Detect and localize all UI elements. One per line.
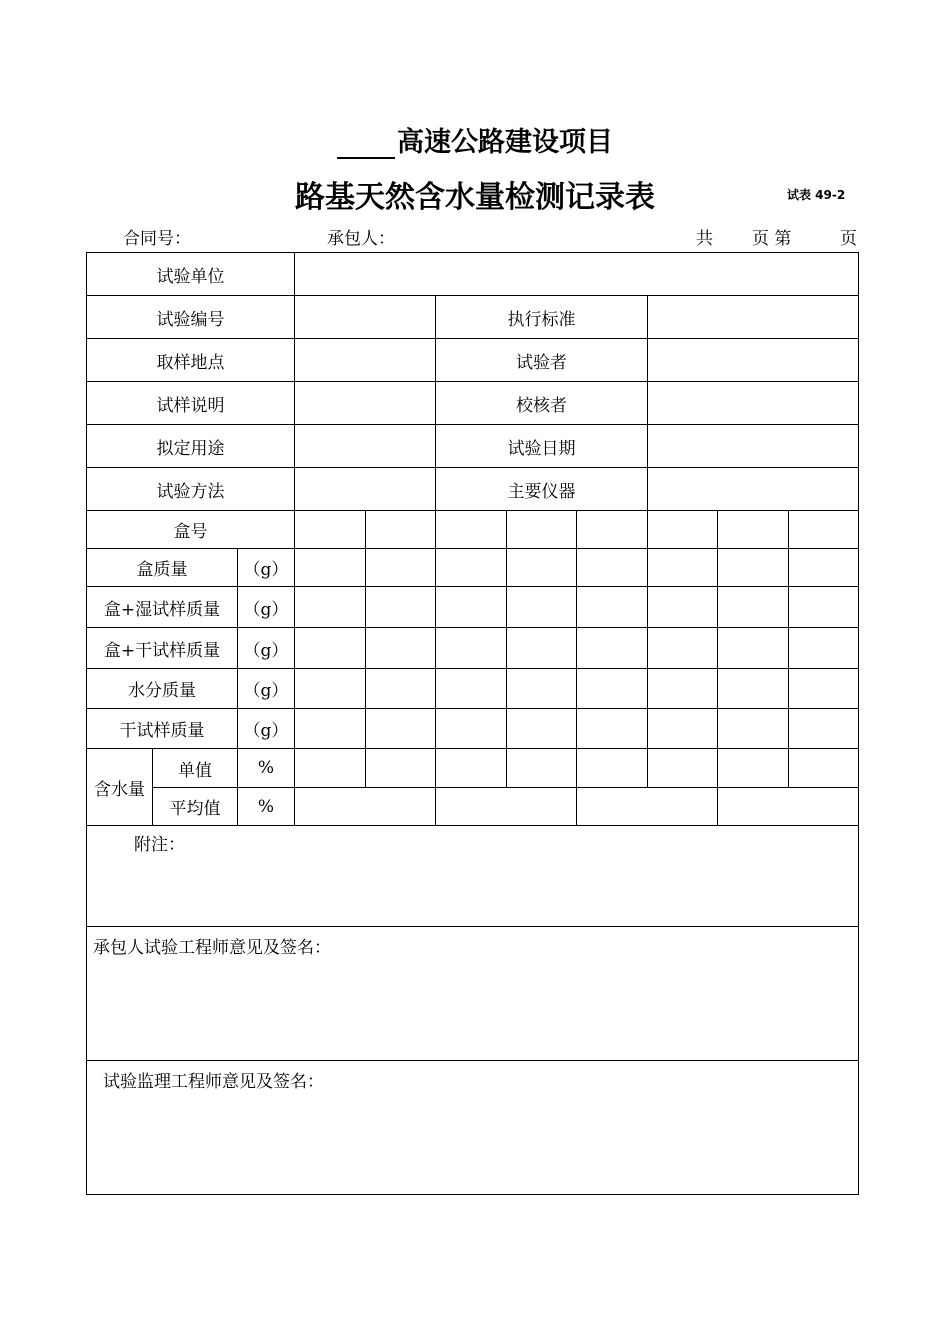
average-cell[interactable] (577, 788, 718, 826)
checker-label: 校核者 (436, 382, 648, 425)
cell[interactable] (648, 587, 718, 628)
note-label: 附注： (134, 835, 185, 855)
box-no-label: 盒号 (87, 511, 295, 549)
intended-use-label: 拟定用途 (87, 425, 295, 468)
cell[interactable] (366, 709, 436, 749)
cell[interactable] (718, 669, 789, 709)
cell[interactable] (577, 749, 648, 788)
checker-value[interactable] (648, 382, 859, 425)
row-moisture-average (87, 788, 859, 826)
cell[interactable] (648, 549, 718, 587)
cell[interactable] (507, 628, 577, 669)
row-box-mass (87, 549, 859, 587)
cell[interactable] (577, 511, 648, 549)
cell[interactable] (577, 628, 648, 669)
cell[interactable] (507, 587, 577, 628)
test-method-value[interactable] (295, 468, 436, 511)
box-mass-label: 盒质量 (87, 549, 238, 587)
cell[interactable] (295, 628, 366, 669)
cell[interactable] (507, 709, 577, 749)
row-test-method (87, 468, 859, 511)
note-cell[interactable] (87, 826, 859, 927)
cell[interactable] (507, 669, 577, 709)
cell[interactable] (436, 587, 507, 628)
test-no-label: 试验编号 (87, 296, 295, 339)
row-water-mass (87, 669, 859, 709)
sampling-site-value[interactable] (295, 339, 436, 382)
percent-unit: % (238, 749, 295, 788)
intended-use-value[interactable] (295, 425, 436, 468)
cell[interactable] (366, 587, 436, 628)
cell[interactable] (436, 628, 507, 669)
test-unit-label: 试验单位 (87, 253, 295, 296)
cell[interactable] (718, 511, 789, 549)
cell[interactable] (436, 669, 507, 709)
row-supervisor-opinion (87, 1061, 859, 1195)
cell[interactable] (436, 709, 507, 749)
contractor-opinion-cell[interactable] (87, 927, 859, 1061)
cell[interactable] (436, 749, 507, 788)
row-sample-desc (87, 382, 859, 425)
tester-label: 试验者 (436, 339, 648, 382)
row-dry-sample-mass (87, 709, 859, 749)
dry-sample-mass-label: 干试样质量 (87, 709, 238, 749)
cell[interactable] (366, 511, 436, 549)
cell[interactable] (718, 587, 789, 628)
form-title: 路基天然含水量检测记录表 (295, 180, 655, 215)
unit-g: （g） (238, 587, 295, 628)
cell[interactable] (507, 749, 577, 788)
cell[interactable] (507, 549, 577, 587)
cell[interactable] (789, 709, 859, 749)
cell[interactable] (718, 749, 789, 788)
test-method-label: 试验方法 (87, 468, 295, 511)
row-dry-mass (87, 628, 859, 669)
main-instrument-value[interactable] (648, 468, 859, 511)
cell[interactable] (648, 511, 718, 549)
cell[interactable] (648, 709, 718, 749)
cell[interactable] (789, 749, 859, 788)
test-no-value[interactable] (295, 296, 436, 339)
project-title (0, 120, 950, 159)
row-contractor-opinion (87, 927, 859, 1061)
wet-mass-label: 盒+湿试样质量 (87, 587, 238, 628)
cell[interactable] (789, 669, 859, 709)
cell[interactable] (295, 587, 366, 628)
cell[interactable] (436, 549, 507, 587)
average-cell[interactable] (295, 788, 436, 826)
row-sampling-site (87, 339, 859, 382)
standard-value[interactable] (648, 296, 859, 339)
cell[interactable] (295, 669, 366, 709)
cell[interactable] (789, 549, 859, 587)
supervisor-opinion-label: 试验监理工程师意见及签名： (103, 1072, 324, 1092)
unit-g: （g） (238, 669, 295, 709)
test-date-value[interactable] (648, 425, 859, 468)
cell[interactable] (718, 709, 789, 749)
record-table (86, 252, 859, 1195)
page-label: 页 第 (752, 229, 792, 249)
project-title-text: 高速公路建设项目 (397, 127, 613, 158)
contractor-opinion-label: 承包人试验工程师意见及签名： (93, 938, 331, 958)
unit-g: （g） (238, 549, 295, 587)
page-end-label: 页 (840, 229, 857, 249)
cell[interactable] (648, 669, 718, 709)
cell[interactable] (366, 749, 436, 788)
single-label: 单值 (153, 749, 238, 788)
water-mass-label: 水分质量 (87, 669, 238, 709)
form-number: 试表 49-2 (787, 188, 846, 202)
cell[interactable] (295, 549, 366, 587)
moisture-label: 含水量 (87, 749, 153, 826)
cell[interactable] (507, 511, 577, 549)
cell[interactable] (366, 549, 436, 587)
cell[interactable] (789, 511, 859, 549)
cell[interactable] (577, 549, 648, 587)
row-test-no (87, 296, 859, 339)
cell[interactable] (577, 587, 648, 628)
tester-value[interactable] (648, 339, 859, 382)
cell[interactable] (577, 709, 648, 749)
supervisor-opinion-cell[interactable] (87, 1061, 859, 1195)
standard-label: 执行标准 (436, 296, 648, 339)
contractor-label: 承包人： (327, 229, 395, 249)
row-moisture-single (87, 749, 859, 788)
average-cell[interactable] (718, 788, 859, 826)
cell[interactable] (648, 749, 718, 788)
cell[interactable] (718, 549, 789, 587)
test-date-label: 试验日期 (436, 425, 648, 468)
cell[interactable] (789, 628, 859, 669)
cell[interactable] (295, 709, 366, 749)
average-label: 平均值 (153, 788, 238, 826)
sample-desc-label: 试样说明 (87, 382, 295, 425)
cell[interactable] (295, 749, 366, 788)
cell[interactable] (366, 669, 436, 709)
row-wet-mass (87, 587, 859, 628)
project-name-blank (337, 127, 395, 159)
contract-label: 合同号： (123, 229, 191, 249)
average-cell[interactable] (436, 788, 577, 826)
cell[interactable] (436, 511, 507, 549)
row-test-unit (87, 253, 859, 296)
sampling-site-label: 取样地点 (87, 339, 295, 382)
percent-unit: % (238, 788, 295, 826)
cell[interactable] (789, 587, 859, 628)
cell[interactable] (718, 628, 789, 669)
cell[interactable] (648, 628, 718, 669)
row-box-no (87, 511, 859, 549)
cell[interactable] (366, 628, 436, 669)
main-instrument-label: 主要仪器 (436, 468, 648, 511)
dry-mass-label: 盒+干试样质量 (87, 628, 238, 669)
unit-g: （g） (238, 709, 295, 749)
test-unit-value[interactable] (295, 253, 859, 296)
total-pages-label: 共 (696, 229, 713, 249)
sample-desc-value[interactable] (295, 382, 436, 425)
cell[interactable] (577, 669, 648, 709)
row-intended-use (87, 425, 859, 468)
row-note (87, 826, 859, 927)
unit-g: （g） (238, 628, 295, 669)
cell[interactable] (295, 511, 366, 549)
